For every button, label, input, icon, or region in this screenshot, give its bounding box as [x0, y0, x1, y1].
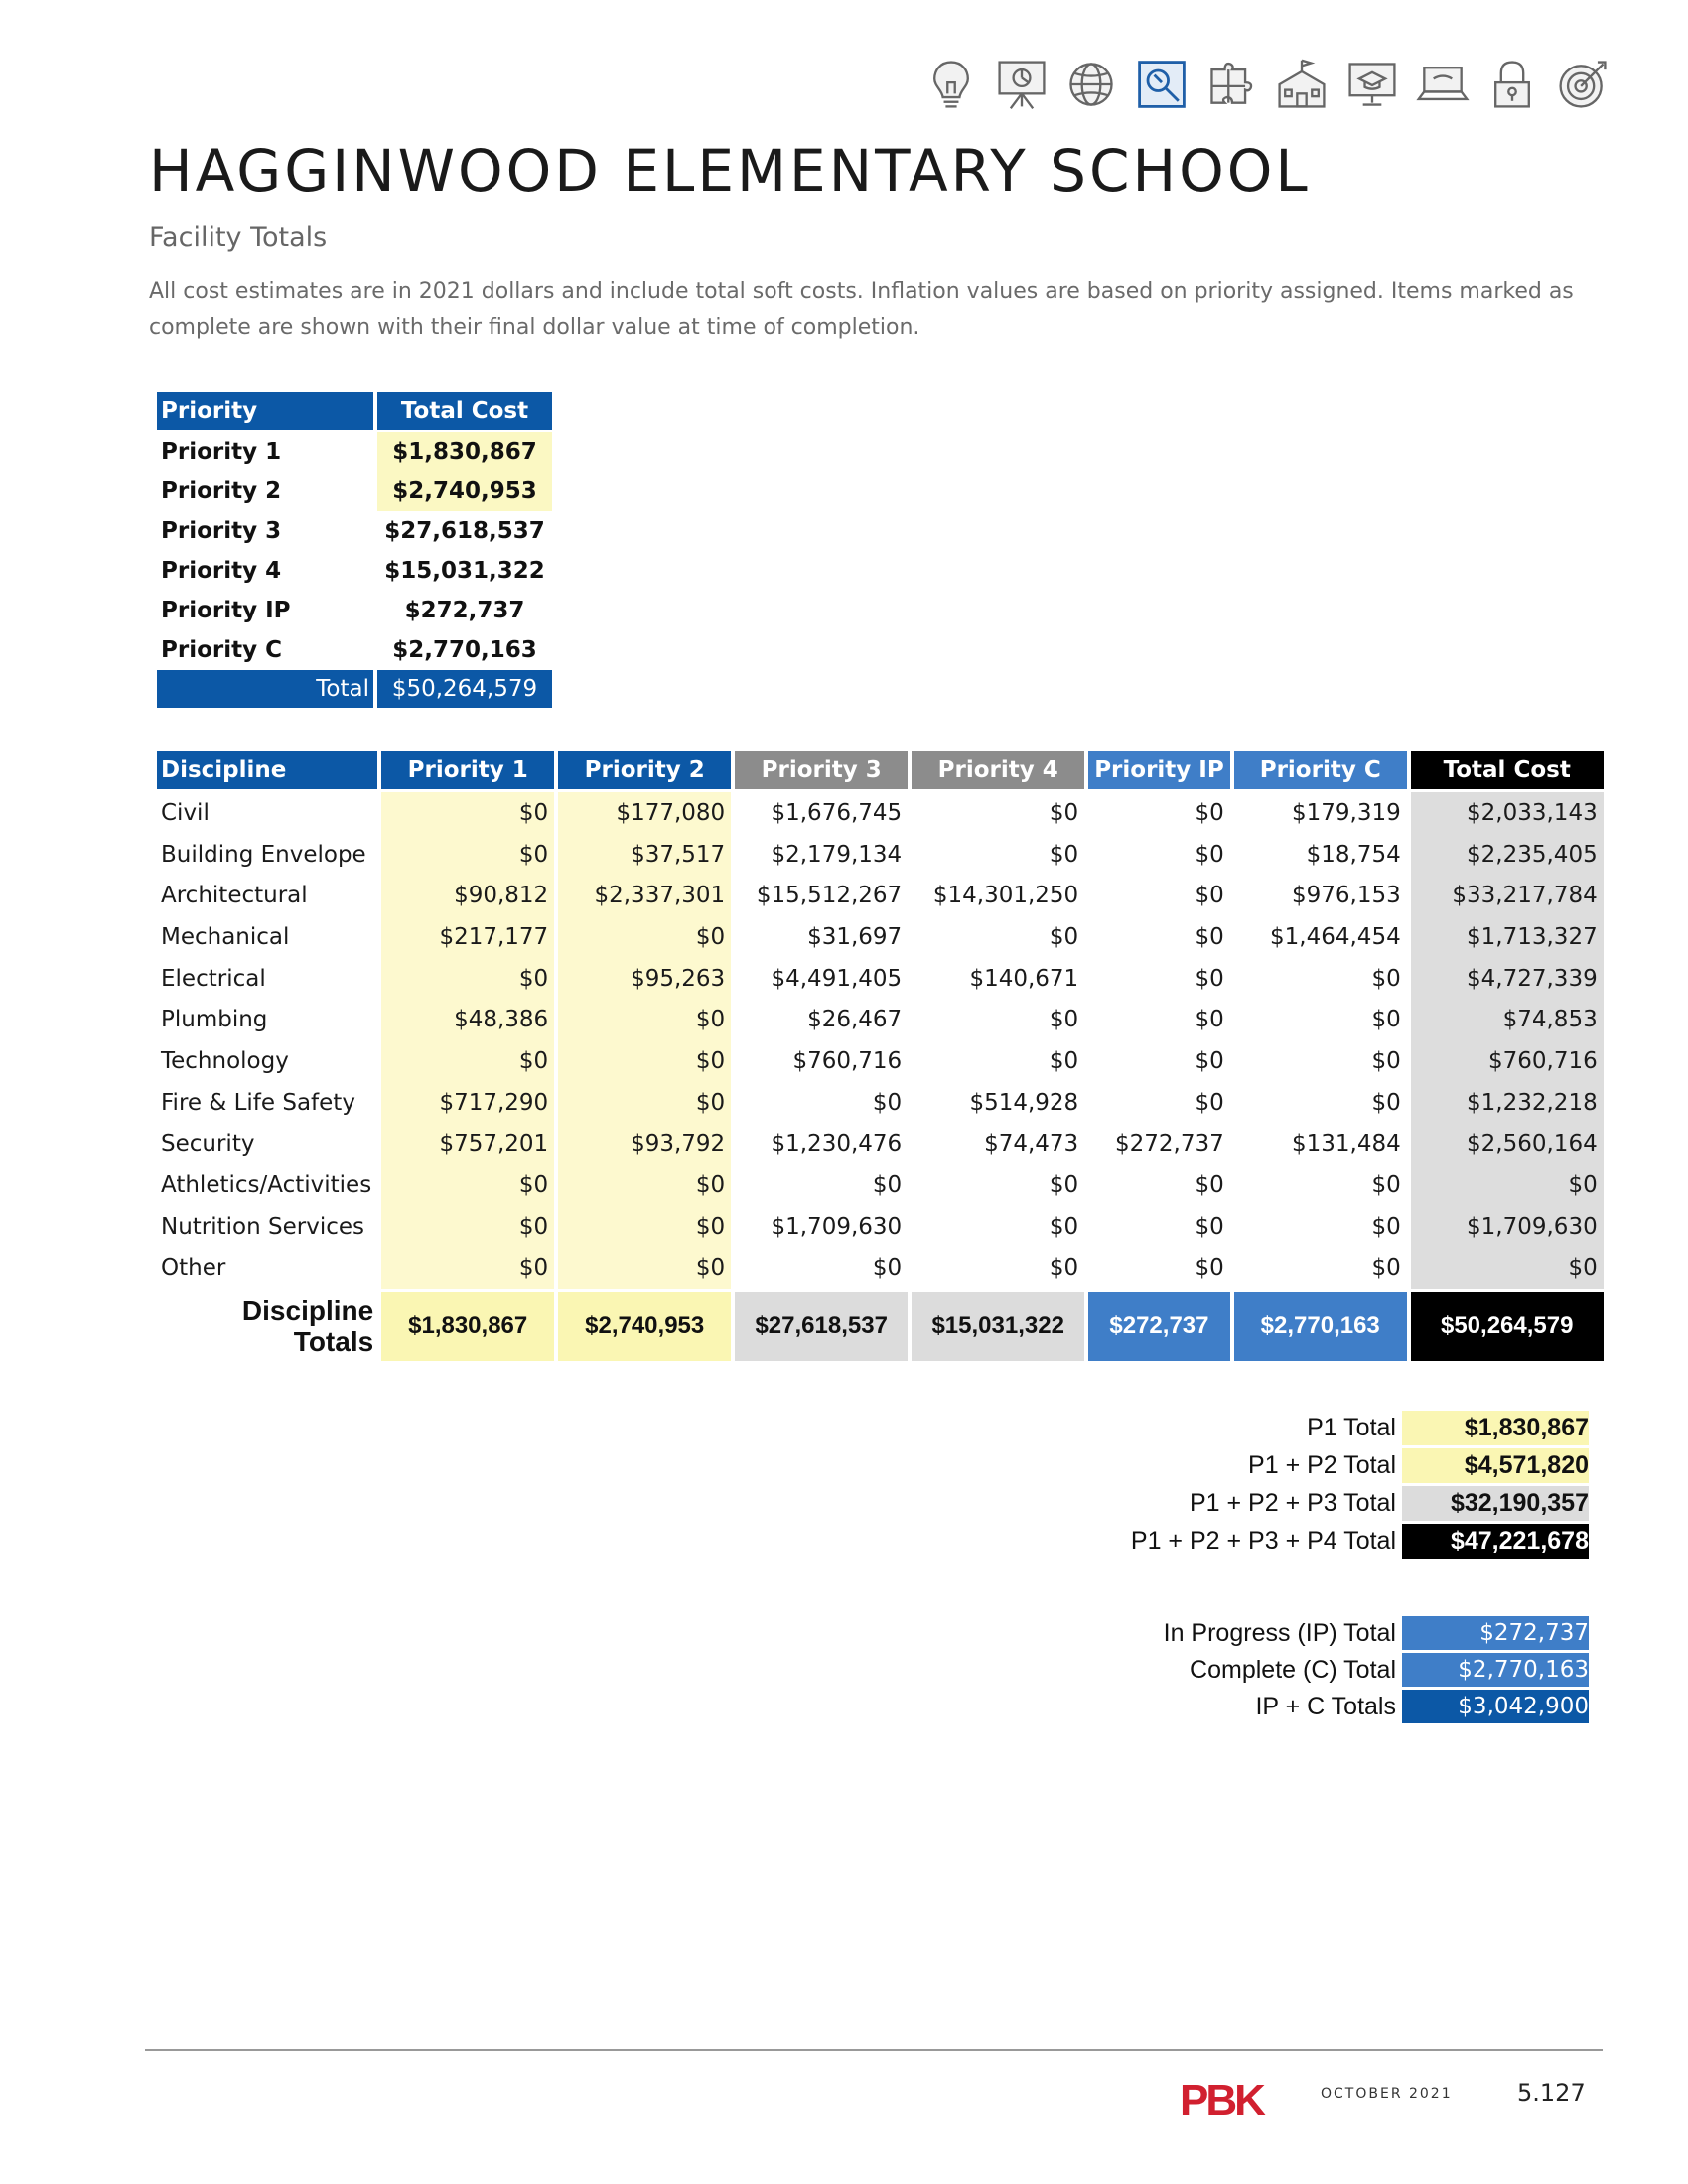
- cell-priority-ip: $0: [1195, 1089, 1224, 1116]
- cell-priority-3: $0: [872, 1172, 903, 1199]
- table-row: [157, 432, 552, 472]
- cell-priority-1: $48,386: [381, 999, 554, 1040]
- cell-priority-1: $757,201: [381, 1124, 554, 1165]
- row-value: $1,830,867: [377, 432, 552, 472]
- table-row: [157, 1206, 1604, 1248]
- table-row: [1125, 1448, 1589, 1483]
- total-priority-2: $2,740,953: [558, 1289, 731, 1361]
- cell-priority-ip: $0: [1195, 1047, 1224, 1074]
- discipline-table: [153, 751, 1608, 1361]
- row-value: $272,737: [404, 598, 525, 623]
- column-header-priority-4: Priority 4: [912, 751, 1084, 792]
- discipline-label: Architectural: [161, 883, 308, 909]
- footer-divider: [145, 2049, 1603, 2051]
- ipc-value: $272,737: [1402, 1616, 1589, 1650]
- table-row: [157, 916, 1604, 958]
- cell-priority-3: $26,467: [807, 1007, 903, 1033]
- cell-priority-c: $0: [1371, 1047, 1401, 1074]
- ipc-label: In Progress (IP) Total: [1163, 1618, 1396, 1647]
- laptop-icon: [1415, 55, 1471, 114]
- column-header-priority-c: Priority C: [1234, 751, 1407, 792]
- cell-priority-ip: $0: [1195, 923, 1224, 950]
- cell-priority-1: $0: [381, 1248, 554, 1290]
- discipline-label: Civil: [161, 799, 210, 826]
- column-header-total-cost: Total Cost: [377, 392, 552, 432]
- total-priority-4: $15,031,322: [912, 1289, 1084, 1361]
- total-priority-1: $1,830,867: [381, 1289, 554, 1361]
- ipc-value: $2,770,163: [1402, 1653, 1589, 1687]
- discipline-label: Electrical: [161, 965, 266, 992]
- totals-label-line2: Totals: [293, 1326, 374, 1358]
- table-row: [157, 551, 552, 591]
- schoolhouse-icon: [1274, 55, 1330, 114]
- table-row: [157, 1248, 1604, 1290]
- cell-priority-1: $0: [381, 1040, 554, 1082]
- cell-priority-3: $4,491,405: [771, 965, 903, 992]
- cell-priority-ip: $0: [1195, 799, 1224, 826]
- total-priority-c: $2,770,163: [1234, 1289, 1407, 1361]
- cell-priority-4: $0: [1049, 1172, 1079, 1199]
- table-row: [1125, 1486, 1589, 1521]
- discipline-label: Mechanical: [161, 923, 290, 950]
- cell-priority-ip: $0: [1195, 1007, 1224, 1033]
- cell-priority-1: $0: [381, 834, 554, 876]
- cell-priority-2: $0: [558, 1040, 731, 1082]
- cumulative-label: P1 + P2 + P3 + P4 Total: [1130, 1527, 1396, 1555]
- cell-priority-1: $90,812: [381, 875, 554, 916]
- cell-priority-2: $2,337,301: [558, 875, 731, 916]
- row-label: Priority C: [161, 637, 282, 663]
- row-label: Priority IP: [161, 598, 291, 623]
- priority-total-row: [157, 670, 552, 708]
- row-label: Priority 2: [161, 478, 282, 504]
- cell-total-cost: $74,853: [1411, 999, 1604, 1040]
- cell-priority-2: $0: [558, 999, 731, 1040]
- cumulative-value: $47,221,678: [1402, 1524, 1589, 1559]
- cell-priority-2: $0: [558, 1164, 731, 1206]
- cell-priority-3: $0: [872, 1089, 903, 1116]
- discipline-totals-row: [157, 1289, 1604, 1361]
- discipline-table-body: [157, 792, 1604, 1289]
- cell-priority-ip: $0: [1195, 1172, 1224, 1199]
- discipline-label: Fire & Life Safety: [161, 1089, 355, 1116]
- cell-priority-2: $0: [558, 1248, 731, 1290]
- cell-priority-4: $140,671: [969, 965, 1079, 992]
- monitor-graduation-cap-icon: [1344, 55, 1400, 114]
- table-row: [157, 999, 1604, 1040]
- cell-priority-c: $179,319: [1291, 799, 1401, 826]
- globe-icon: [1063, 55, 1119, 114]
- cell-priority-4: $0: [1049, 799, 1079, 826]
- ipc-value: $3,042,900: [1402, 1690, 1589, 1723]
- cell-priority-2: $177,080: [558, 792, 731, 834]
- cell-priority-ip: $0: [1195, 841, 1224, 868]
- cell-total-cost: $1,232,218: [1411, 1082, 1604, 1124]
- lightbulb-icon: [923, 55, 979, 114]
- pbk-logo: [1172, 2075, 1271, 2122]
- cell-total-cost: $4,727,339: [1411, 958, 1604, 1000]
- table-row: [157, 834, 1604, 876]
- table-row: [157, 1164, 1604, 1206]
- cell-priority-4: $0: [1049, 1007, 1079, 1033]
- priority-summary-header: [157, 392, 552, 432]
- cell-total-cost: $0: [1411, 1248, 1604, 1290]
- cell-priority-c: $0: [1371, 1213, 1401, 1240]
- discipline-label: Nutrition Services: [161, 1213, 365, 1240]
- column-header-priority-ip: Priority IP: [1088, 751, 1230, 792]
- row-value: $2,770,163: [392, 637, 537, 663]
- cell-priority-4: $14,301,250: [932, 883, 1079, 909]
- totals-label-line1: Discipline: [241, 1296, 374, 1327]
- cell-priority-4: $74,473: [984, 1131, 1079, 1158]
- cell-priority-4: $0: [1049, 841, 1079, 868]
- page-title: HAGGINWOOD ELEMENTARY SCHOOL: [149, 137, 1311, 205]
- cell-priority-c: $0: [1371, 1007, 1401, 1033]
- cell-priority-1: $0: [381, 1164, 554, 1206]
- cell-total-cost: $1,709,630: [1411, 1206, 1604, 1248]
- discipline-label: Security: [161, 1131, 255, 1158]
- row-label: Priority 1: [161, 439, 282, 465]
- column-header-priority: Priority: [157, 392, 373, 432]
- cell-priority-1: $717,290: [381, 1082, 554, 1124]
- cell-priority-ip: $0: [1195, 883, 1224, 909]
- cell-priority-2: $0: [558, 1206, 731, 1248]
- discipline-label: Building Envelope: [161, 841, 366, 868]
- discipline-label: Technology: [161, 1047, 289, 1074]
- header-icon-strip: [923, 50, 1611, 119]
- column-header-priority-2: Priority 2: [558, 751, 731, 792]
- cumulative-value: $4,571,820: [1402, 1448, 1589, 1483]
- cell-priority-3: $1,709,630: [771, 1213, 903, 1240]
- table-row: [157, 472, 552, 511]
- table-row: [157, 958, 1604, 1000]
- cell-priority-ip: $0: [1195, 965, 1224, 992]
- table-row: [157, 875, 1604, 916]
- cell-priority-ip: $0: [1195, 1255, 1224, 1282]
- cell-priority-c: $0: [1371, 1255, 1401, 1282]
- cell-priority-3: $1,676,745: [771, 799, 903, 826]
- cell-priority-1: $0: [381, 1206, 554, 1248]
- description-text: All cost estimates are in 2021 dollars and include total soft costs. Inflation values are based on priority assigned. Items marked as complete are shown with their final dollar value at time of completion.: [149, 279, 1574, 340]
- cell-priority-ip: $272,737: [1114, 1131, 1224, 1158]
- cell-priority-3: $0: [872, 1255, 903, 1282]
- column-header-priority-3: Priority 3: [735, 751, 908, 792]
- table-row: [1125, 1524, 1589, 1559]
- column-header-total-cost: Total Cost: [1411, 751, 1604, 792]
- cumulative-label: P1 + P2 + P3 Total: [1189, 1489, 1396, 1517]
- table-row: [1158, 1690, 1589, 1723]
- table-row: [157, 792, 1604, 834]
- section-subtitle: Facility Totals: [149, 222, 328, 253]
- cell-total-cost: $2,560,164: [1411, 1124, 1604, 1165]
- ip-complete-totals-table: [1154, 1613, 1593, 1726]
- total-priority-ip: $272,737: [1088, 1289, 1230, 1361]
- footer-date: OCTOBER 2021: [1321, 2086, 1453, 2102]
- cumulative-value: $1,830,867: [1402, 1411, 1589, 1445]
- table-row: [1158, 1616, 1589, 1650]
- cell-priority-ip: $0: [1195, 1213, 1224, 1240]
- row-label: Priority 4: [161, 558, 282, 584]
- cell-priority-4: $0: [1049, 923, 1079, 950]
- cell-priority-2: $0: [558, 916, 731, 958]
- cell-priority-c: $0: [1371, 1089, 1401, 1116]
- padlock-icon: [1484, 55, 1540, 114]
- presentation-easel-icon: [994, 55, 1050, 114]
- cumulative-label: P1 Total: [1307, 1414, 1396, 1441]
- discipline-label: Other: [161, 1255, 226, 1282]
- row-value: $15,031,322: [384, 558, 545, 584]
- row-value: $2,740,953: [377, 472, 552, 511]
- cell-priority-2: $37,517: [558, 834, 731, 876]
- cell-priority-3: $1,230,476: [771, 1131, 903, 1158]
- target-icon: [1555, 55, 1611, 114]
- ipc-label: Complete (C) Total: [1190, 1655, 1396, 1684]
- grand-total: $50,264,579: [1411, 1289, 1604, 1361]
- total-label: Total: [157, 670, 373, 708]
- ipc-label: IP + C Totals: [1255, 1692, 1396, 1720]
- table-row: [1125, 1411, 1589, 1445]
- cell-total-cost: $2,235,405: [1411, 834, 1604, 876]
- discipline-label: Plumbing: [161, 1007, 268, 1033]
- cell-priority-1: $217,177: [381, 916, 554, 958]
- cell-priority-4: $514,928: [969, 1089, 1079, 1116]
- column-header-priority-1: Priority 1: [381, 751, 554, 792]
- cell-priority-2: $93,792: [558, 1124, 731, 1165]
- cell-total-cost: $1,713,327: [1411, 916, 1604, 958]
- page-number: 5.127: [1517, 2079, 1586, 2107]
- discipline-table-header: [157, 751, 1604, 792]
- table-row: [157, 630, 552, 670]
- cell-priority-4: $0: [1049, 1213, 1079, 1240]
- total-priority-3: $27,618,537: [735, 1289, 908, 1361]
- cell-priority-c: $0: [1371, 1172, 1401, 1199]
- cell-priority-3: $760,716: [792, 1047, 903, 1074]
- column-header-discipline: Discipline: [157, 751, 377, 792]
- cell-total-cost: $760,716: [1411, 1040, 1604, 1082]
- cell-priority-1: $0: [381, 958, 554, 1000]
- cell-priority-2: $95,263: [558, 958, 731, 1000]
- table-row: [157, 1040, 1604, 1082]
- priority-summary-table: [153, 392, 556, 708]
- cell-priority-c: $18,754: [1306, 841, 1401, 868]
- cell-priority-c: $976,153: [1291, 883, 1401, 909]
- row-label: Priority 3: [161, 518, 282, 544]
- table-row: [157, 1124, 1604, 1165]
- cell-total-cost: $0: [1411, 1164, 1604, 1206]
- total-value: $50,264,579: [377, 670, 552, 708]
- cell-priority-1: $0: [381, 792, 554, 834]
- cell-total-cost: $2,033,143: [1411, 792, 1604, 834]
- table-row: [157, 591, 552, 630]
- cell-priority-4: $0: [1049, 1047, 1079, 1074]
- table-row: [157, 511, 552, 551]
- cumulative-value: $32,190,357: [1402, 1486, 1589, 1521]
- cell-total-cost: $33,217,784: [1411, 875, 1604, 916]
- cumulative-label: P1 + P2 Total: [1248, 1451, 1396, 1479]
- cumulative-totals-table: [1121, 1408, 1593, 1562]
- discipline-totals-label: [157, 1289, 377, 1361]
- table-row: [157, 1082, 1604, 1124]
- cell-priority-4: $0: [1049, 1255, 1079, 1282]
- cell-priority-3: $31,697: [807, 923, 903, 950]
- cell-priority-2: $0: [558, 1082, 731, 1124]
- row-value: $27,618,537: [384, 518, 545, 544]
- cell-priority-c: $0: [1371, 965, 1401, 992]
- cell-priority-3: $15,512,267: [756, 883, 903, 909]
- cell-priority-c: $1,464,454: [1270, 923, 1401, 950]
- cell-priority-3: $2,179,134: [771, 841, 903, 868]
- discipline-label: Athletics/Activities: [161, 1172, 372, 1199]
- wrench-search-icon: [1134, 55, 1190, 114]
- table-row: [1158, 1653, 1589, 1687]
- puzzle-icon: [1204, 55, 1260, 114]
- cell-priority-c: $131,484: [1291, 1131, 1401, 1158]
- pbk-logo-text: PBK: [1180, 2076, 1263, 2122]
